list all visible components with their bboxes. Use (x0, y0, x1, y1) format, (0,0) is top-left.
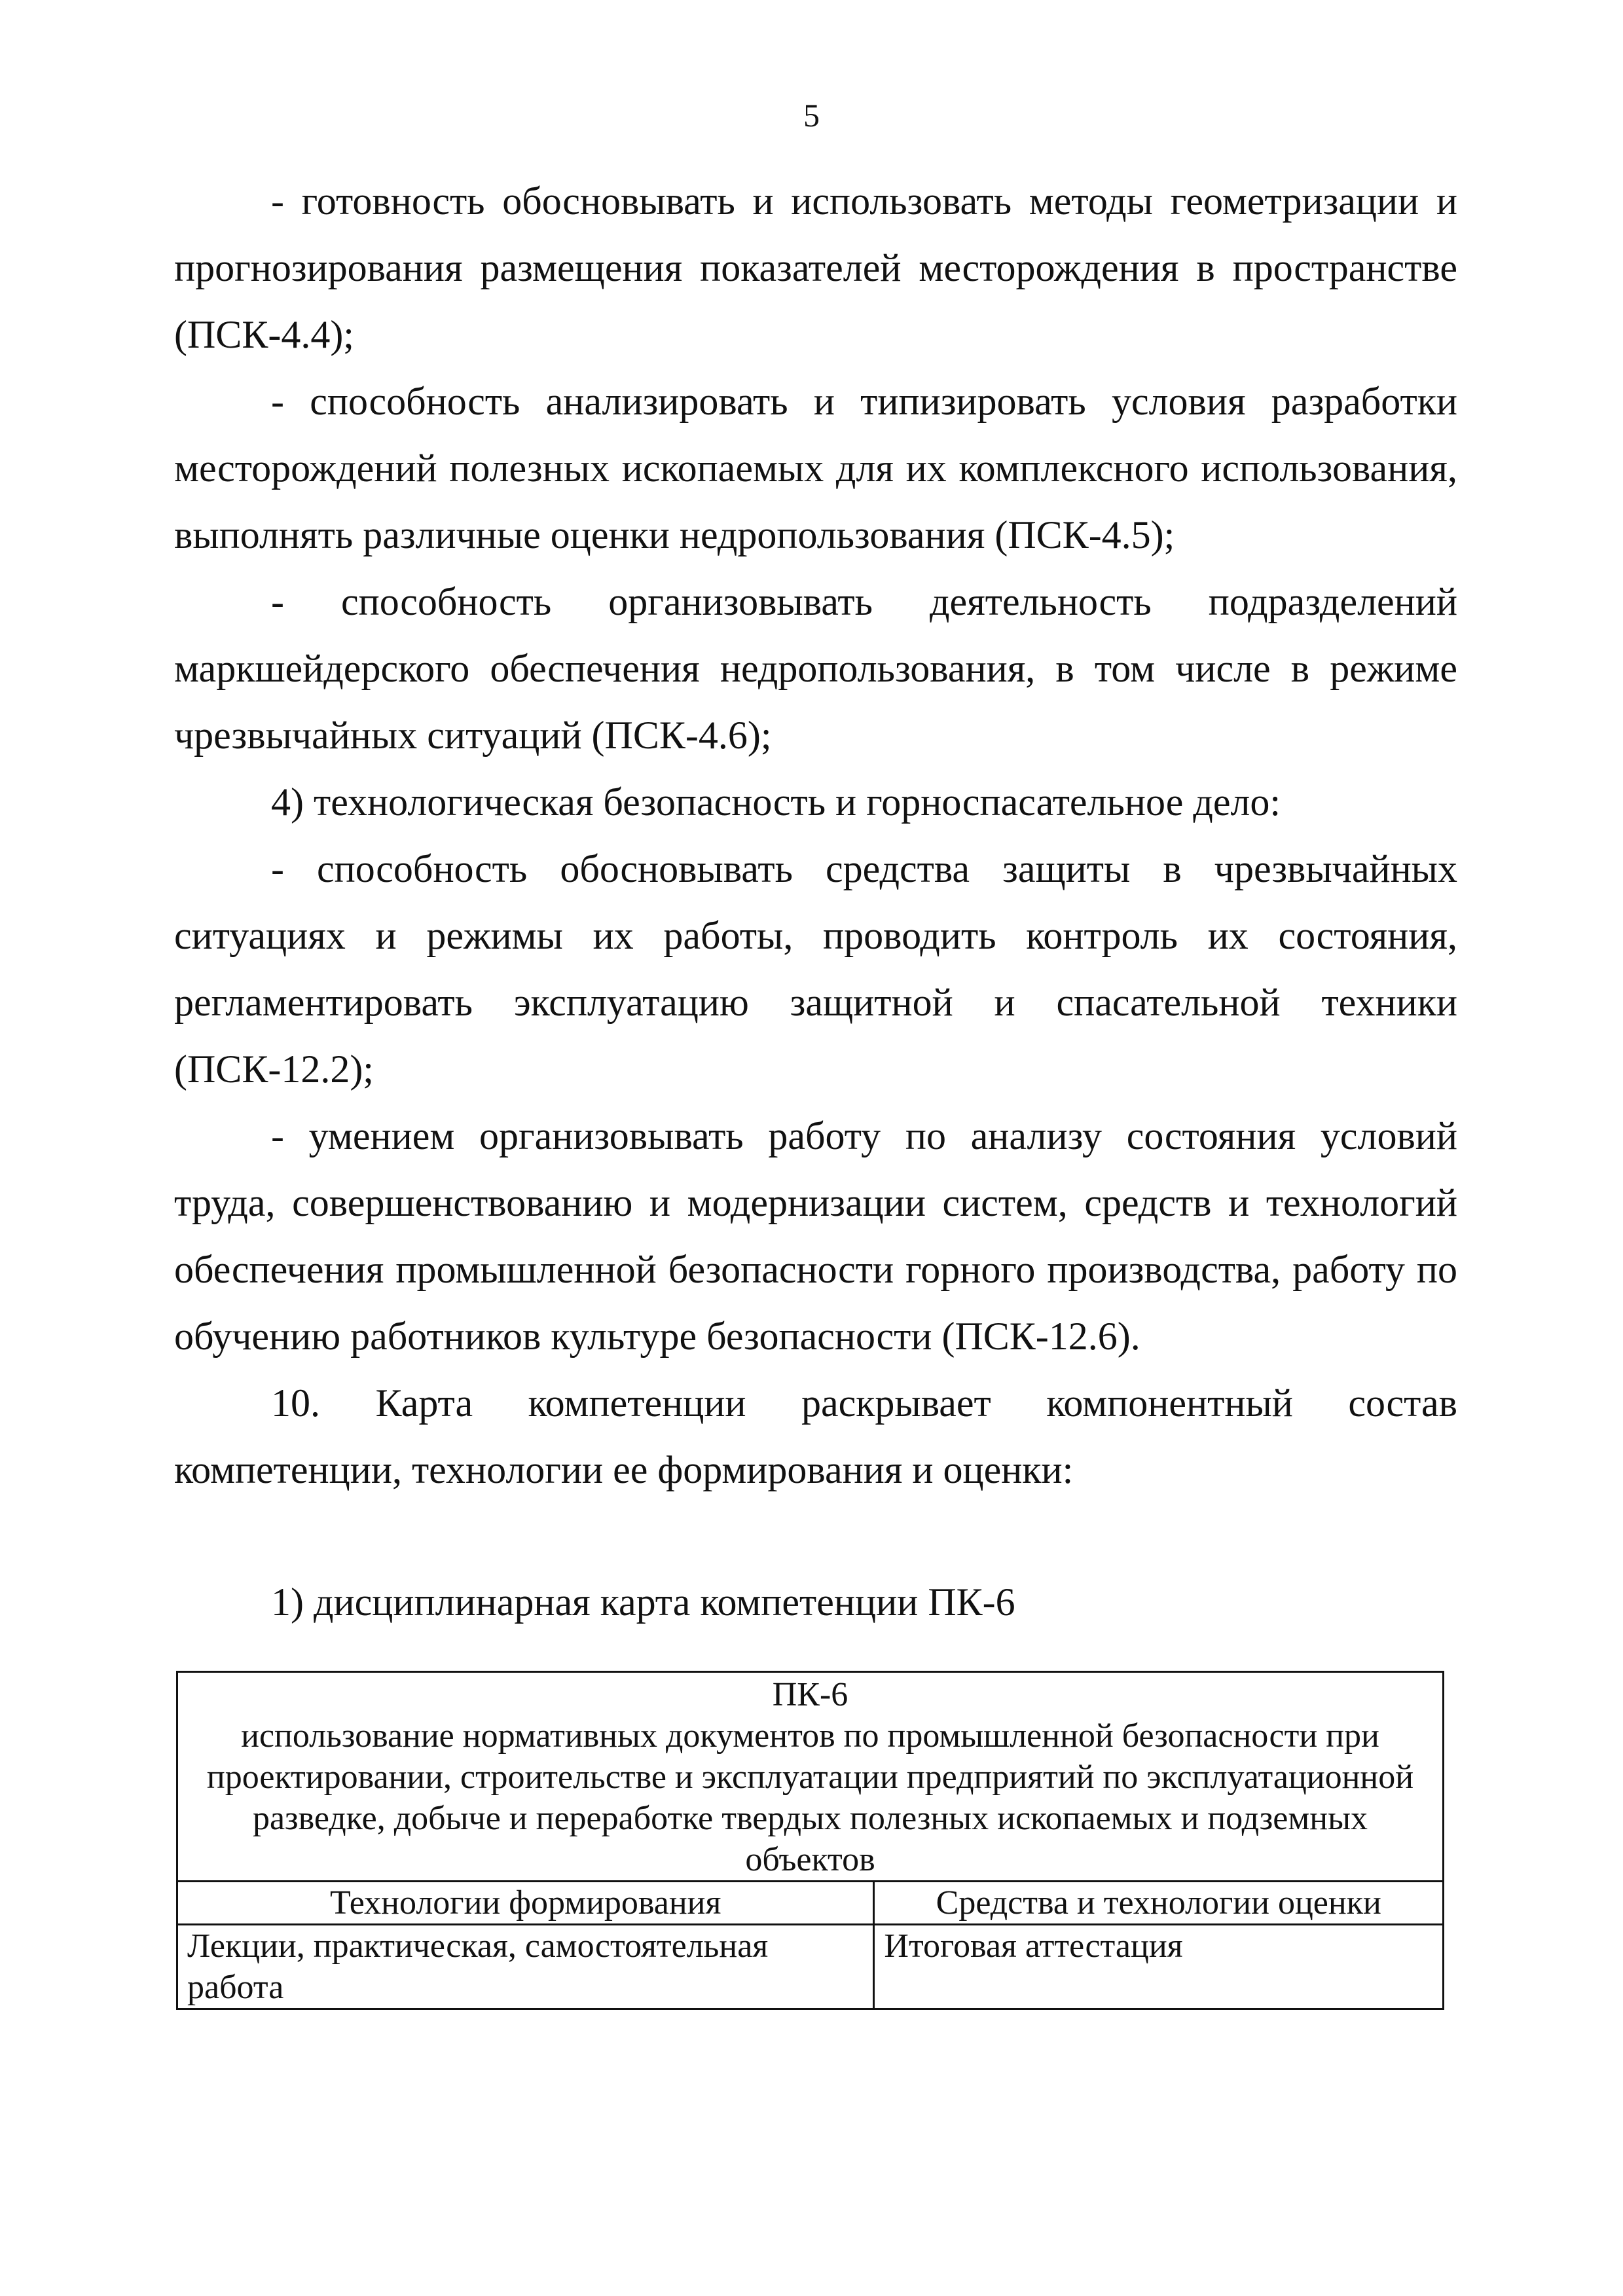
cell-formation-technologies: Лекции, практическая, самостоятельная работа (177, 1925, 874, 2009)
competency-description: использование нормативных документов по промышленной безопасности при проектировании, строительстве и эксплуатации предприятий по эксплуатационной разведке, добыче и переработке твердых полезных ископаемых и подземных объектов (206, 1717, 1414, 1878)
competency-map-table (176, 1671, 1444, 2010)
page-number: 5 (803, 97, 820, 134)
paragraph-section-4-heading: 4) технологическая безопасность и горноспасательное дело: (271, 780, 1281, 824)
column-header-assessment: Средства и технологии оценки (874, 1882, 1444, 1925)
table-column-headers-row (177, 1882, 1444, 1925)
paragraph-spacer (174, 1503, 1457, 1569)
competency-header-cell (177, 1672, 1444, 1882)
paragraph-psk-4-6: - способность организовывать деятельность подразделений маркшейдерского обеспечения недропользования, в том числе в режиме чрезвычайных ситуаций (ПСК-4.6); (174, 580, 1457, 757)
paragraph-psk-4-4: - готовность обосновывать и использовать методы геометризации и прогнозирования размещения показателей месторождения в пространстве (ПСК-4.4); (174, 179, 1457, 356)
paragraph-psk-12-2: - способность обосновывать средства защиты в чрезвычайных ситуациях и режимы их работы, проводить контроль их состояния, регламентировать эксплуатацию защитной и спасательной техники (ПСК-12.2); (174, 847, 1457, 1091)
paragraph-competency-map-title: 1) дисциплинарная карта компетенции ПК-6 (271, 1580, 1015, 1624)
column-header-formation: Технологии формирования (177, 1882, 874, 1925)
table-header-row (177, 1672, 1444, 1882)
paragraph-item-10: 10. Карта компетенции раскрывает компонентный состав компетенции, технологии ее формирования и оценки: (174, 1381, 1457, 1491)
competency-code: ПК-6 (772, 1676, 848, 1713)
cell-assessment-tools: Итоговая аттестация (874, 1925, 1444, 2009)
table-row (177, 1925, 1444, 2009)
paragraph-psk-12-6: - умением организовывать работу по анализу состояния условий труда, совершенствованию и модернизации систем, средств и технологий обеспечения промышленной безопасности горного производства, работу по обучению работников культуре безопасности (ПСК-12.6). (174, 1114, 1457, 1358)
paragraph-psk-4-5: - способность анализировать и типизировать условия разработки месторождений полезных ископаемых для их комплексного использования, выполнять различные оценки недропользования (ПСК-4.5); (174, 380, 1457, 556)
document-body (174, 168, 1457, 1635)
